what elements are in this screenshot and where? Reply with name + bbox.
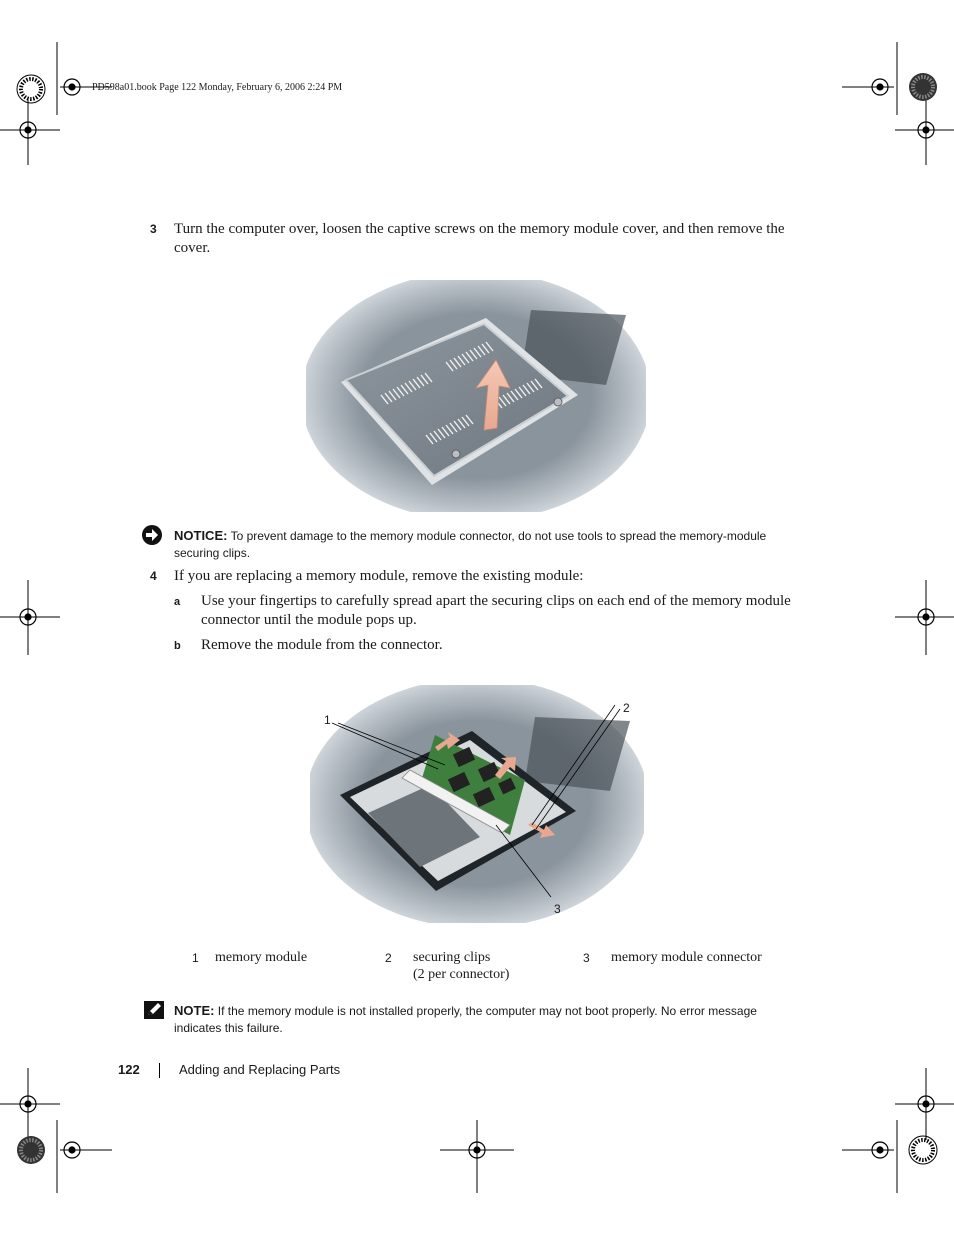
notice-line-1: To prevent damage to the memory module connector, do not use tools to spread the memory-module	[230, 529, 767, 543]
footer-section-title: Adding and Replacing Parts	[179, 1062, 341, 1077]
step-4-number: 4	[150, 569, 157, 583]
callout-3: 3	[554, 902, 561, 916]
note-label: NOTE:	[174, 1003, 215, 1018]
note-line-2: indicates this failure.	[174, 1021, 283, 1035]
step-4a-line-1: Use your fingertips to carefully spread apart the securing clips on each end of the memory module	[201, 593, 791, 609]
legend-item-1	[215, 949, 307, 966]
legend-num-2: 2	[385, 951, 392, 965]
note-pencil-icon	[143, 1000, 165, 1020]
memory-module-illustration	[310, 685, 644, 923]
step-3-line-1: Turn the computer over, loosen the captive screws on the memory module cover, and then remove the	[174, 221, 785, 237]
callout-2: 2	[623, 701, 630, 715]
legend-label-2: securing clips	[413, 950, 491, 965]
memory-cover-illustration	[306, 280, 646, 512]
notice-line-2: securing clips.	[174, 546, 251, 560]
notice-block	[174, 527, 814, 562]
legend-sublabel-2: (2 per connector)	[413, 967, 510, 982]
note-block	[174, 1002, 814, 1037]
step-4b-letter: b	[174, 640, 181, 652]
note-line-1: If the memory module is not installed properly, the computer may not boot properly. No error message	[217, 1004, 757, 1018]
legend-item-3	[611, 949, 762, 966]
legend-num-1: 1	[192, 951, 199, 965]
notice-label: NOTICE:	[174, 528, 228, 543]
footer-divider	[159, 1063, 160, 1078]
step-3-number: 3	[150, 222, 157, 236]
legend-label-3: memory module connector	[611, 950, 762, 965]
callout-1: 1	[324, 713, 331, 727]
print-header: PD598a01.book Page 122 Monday, February 6, 2006 2:24 PM	[92, 82, 343, 93]
step-3-line-2: cover.	[174, 240, 211, 256]
step-4a-line-2: connector until the module pops up.	[201, 612, 417, 628]
legend-label-1: memory module	[215, 950, 308, 965]
step-4b-text: Remove the module from the connector.	[201, 637, 443, 653]
step-4-text: If you are replacing a memory module, remove the existing module:	[174, 568, 584, 584]
step-4a-letter: a	[174, 596, 181, 608]
step-3-text	[174, 220, 824, 258]
legend-num-3: 3	[583, 951, 590, 965]
legend-item-2	[413, 949, 509, 983]
page-number: 122	[118, 1062, 140, 1077]
notice-arrow-icon	[141, 524, 163, 546]
step-4a-text	[201, 592, 821, 630]
